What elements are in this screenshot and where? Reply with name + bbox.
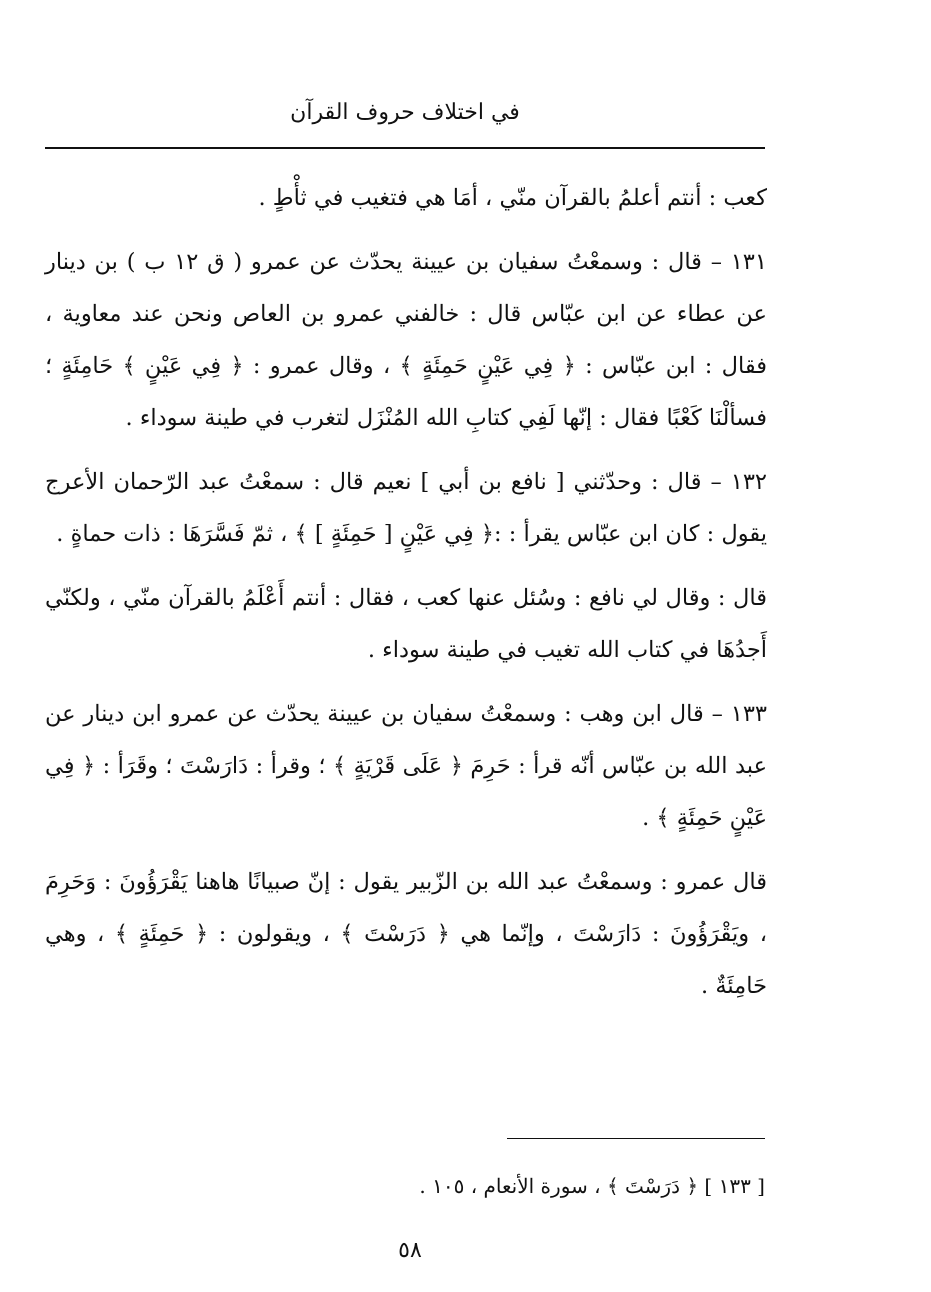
footnote-rule xyxy=(507,1138,765,1139)
paragraph-131: ١٣١ – قال : وسمعْتُ سفيان بن عيينة يحدّث عن عمرو ( ق ١٢ ب ) بن دينار عن عطاء عن ابن عبّاس قال : خالفني عمرو بن العاص ونحن عند معاوية ، فقال : ابن عبّاس : ﴿ فِي عَيْنٍ حَمِئَةٍ ﴾ ، وقال عمرو : ﴿ فِي عَيْنٍ ﴾ حَامِئَةٍ ؛ فسألْنَا كَعْبًا فقال : إنّها لَفِي كتابِ الله المُنْزَل لتغرب في طينة سوداء . xyxy=(45,249,767,431)
running-header: في اختلاف حروف القرآن xyxy=(290,100,520,125)
footnote: [ ١٣٣ ] ﴿ دَرَسْتَ ﴾ ، سورة الأنعام ، ١٠٥ . xyxy=(419,1174,765,1198)
paragraph-continuation: كعب : أنتم أعلمُ بالقرآن منّي ، أمَا هي فتغيب في ثأْطٍ . xyxy=(258,185,767,211)
paragraph-133: ١٣٣ – قال ابن وهب : وسمعْتُ سفيان بن عيينة يحدّث عن عمرو ابن دينار عن عبد الله بن عبّاس أنّه قرأ : حَرِمَ ﴿ عَلَى قَرْيَةٍ ﴾ ؛ وقرأ : دَارَسْتَ ؛ وقَرَأ : ﴿ فِي عَيْنٍ حَمِئَةٍ ﴾ . xyxy=(45,701,767,831)
page-number: ٥٨ xyxy=(398,1238,422,1263)
paragraph-nafi: قال : وقال لي نافع : وسُئل عنها كعب ، فقال : أنتم أَعْلَمُ بالقرآن منّي ، ولكنّي أَجدُهَا في كتاب الله تغيب في طينة سوداء . xyxy=(45,585,767,663)
paragraph-amr: قال عمرو : وسمعْتُ عبد الله بن الزّبير يقول : إنّ صبيانًا هاهنا يَقْرَؤُونَ : وَحَرِمَ ، ويَقْرَؤُونَ : دَارَسْتَ ، وإنّما هي ﴿ دَرَسْتَ ﴾ ، ويقولون : ﴿ حَمِئَةٍ ﴾ ، وهي حَامِئَةٌ . xyxy=(45,869,767,999)
main-text xyxy=(45,172,767,1012)
header-rule xyxy=(45,147,765,149)
paragraph-132: ١٣٢ – قال : وحدّثني [ نافع بن أبي ] نعيم قال : سمعْتُ عبد الرّحمان الأعرج يقول : كان ابن عبّاس يقرأ : :﴿ فِي عَيْنٍ [ حَمِئَةٍ ] ﴾ ، ثمّ فَسَّرَهَا : ذات حماةٍ . xyxy=(45,469,767,547)
